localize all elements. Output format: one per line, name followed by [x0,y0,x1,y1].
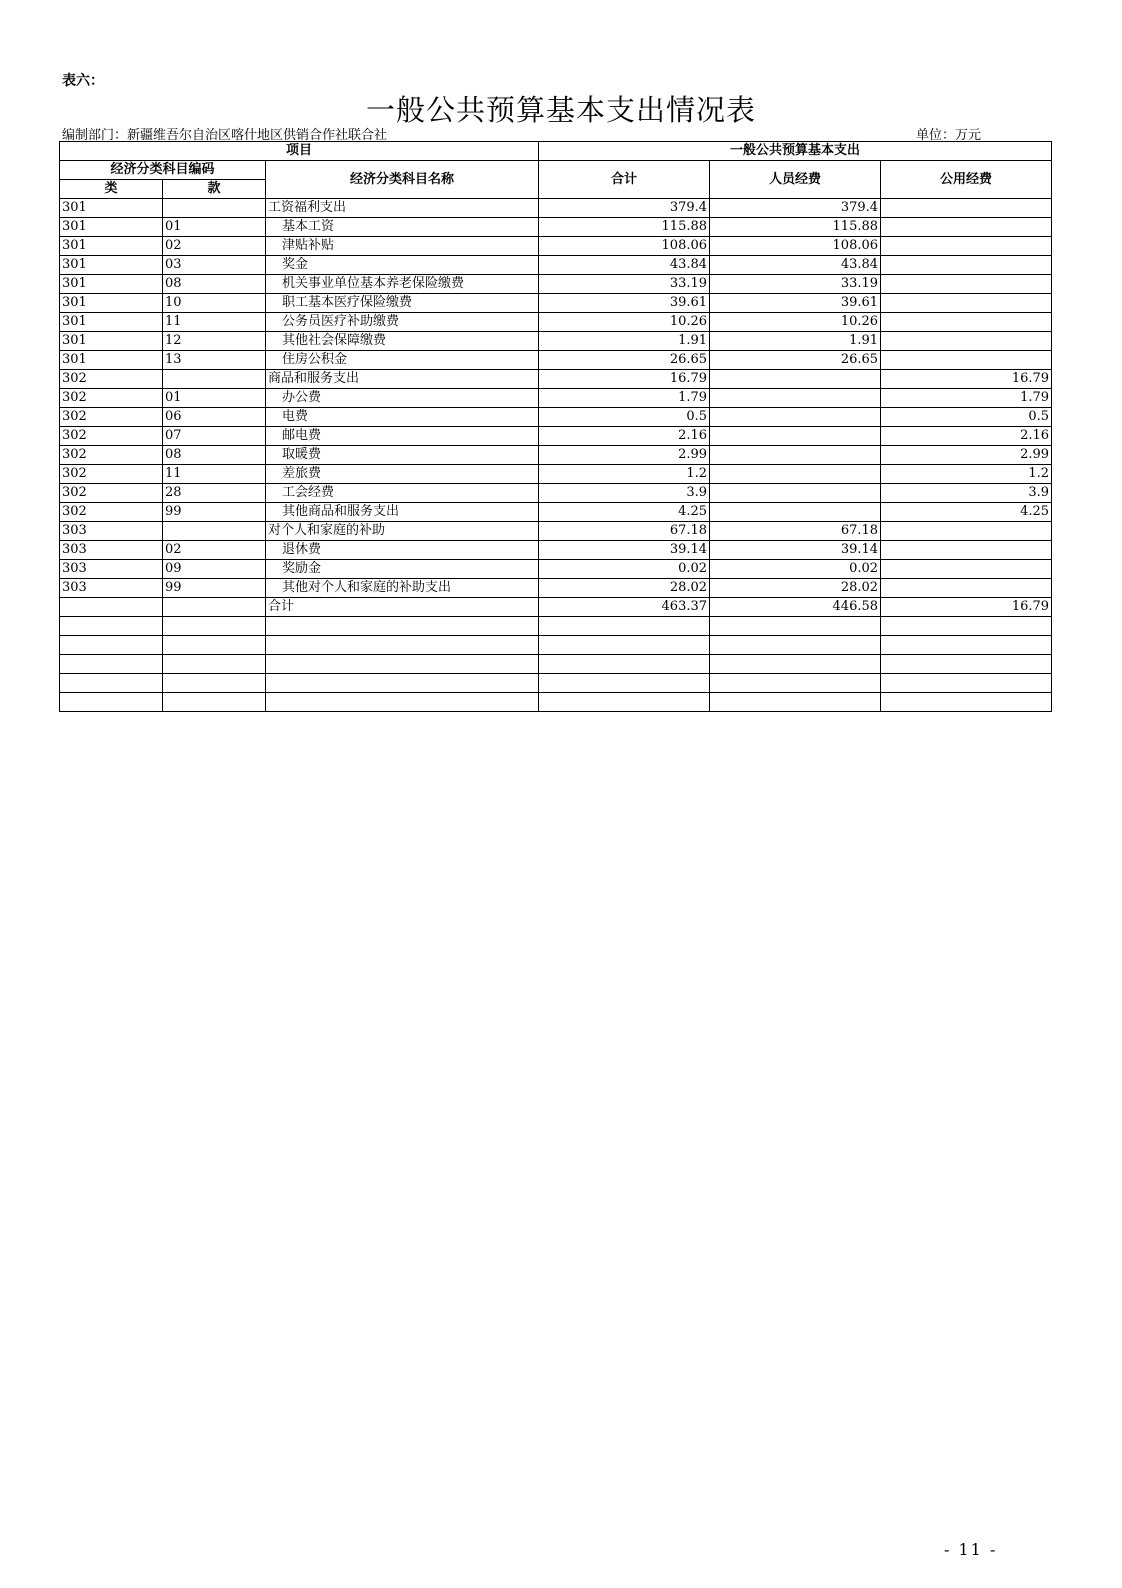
cell-item: 03 [163,256,266,275]
cell-name: 工资福利支出 [266,199,539,218]
cell-name: 奖励金 [266,560,539,579]
cell-cls: 303 [60,579,163,598]
cell-name [266,636,539,655]
table-row [60,218,1052,237]
cell-public [881,655,1052,674]
cell-cls: 301 [60,332,163,351]
table-row [60,674,1052,693]
cell-public [881,275,1052,294]
cell-item: 06 [163,408,266,427]
cell-total [539,674,710,693]
cell-name: 合计 [266,598,539,617]
cell-public [881,351,1052,370]
cell-public [881,579,1052,598]
cell-personnel [710,636,881,655]
cell-name [266,693,539,712]
cell-cls: 302 [60,503,163,522]
cell-total: 39.61 [539,294,710,313]
header-personnel: 人员经费 [710,161,881,199]
cell-public [881,218,1052,237]
cell-total: 28.02 [539,579,710,598]
table-row [60,275,1052,294]
cell-public [881,522,1052,541]
cell-item: 01 [163,218,266,237]
cell-item: 12 [163,332,266,351]
cell-total: 33.19 [539,275,710,294]
cell-total: 2.99 [539,446,710,465]
cell-public [881,199,1052,218]
cell-public [881,237,1052,256]
table-row [60,598,1052,617]
cell-public: 2.99 [881,446,1052,465]
cell-personnel: 446.58 [710,598,881,617]
cell-name [266,655,539,674]
cell-personnel: 67.18 [710,522,881,541]
cell-name [266,617,539,636]
table-row [60,313,1052,332]
cell-cls: 302 [60,389,163,408]
cell-personnel [710,655,881,674]
cell-total [539,693,710,712]
cell-personnel: 39.14 [710,541,881,560]
cell-total [539,655,710,674]
cell-item [163,522,266,541]
cell-personnel [710,446,881,465]
cell-total: 1.79 [539,389,710,408]
header-public: 公用经费 [881,161,1052,199]
cell-cls: 302 [60,446,163,465]
cell-personnel [710,465,881,484]
cell-name: 公务员医疗补助缴费 [266,313,539,332]
cell-cls: 301 [60,313,163,332]
page-title: 一般公共预算基本支出情况表 [365,93,756,127]
cell-item [163,655,266,674]
cell-cls: 302 [60,427,163,446]
cell-personnel [710,408,881,427]
cell-cls [60,636,163,655]
cell-public [881,693,1052,712]
cell-item: 28 [163,484,266,503]
cell-name: 邮电费 [266,427,539,446]
cell-cls [60,655,163,674]
cell-public: 16.79 [881,598,1052,617]
cell-item: 01 [163,389,266,408]
header-item: 款 [163,180,266,199]
table-row [60,617,1052,636]
cell-cls: 303 [60,541,163,560]
cell-name: 职工基本医疗保险缴费 [266,294,539,313]
cell-item: 08 [163,446,266,465]
cell-item [163,617,266,636]
cell-personnel [710,503,881,522]
cell-total: 1.2 [539,465,710,484]
cell-total: 0.5 [539,408,710,427]
cell-public: 0.5 [881,408,1052,427]
table-row [60,446,1052,465]
cell-item [163,370,266,389]
cell-item: 07 [163,427,266,446]
cell-personnel: 0.02 [710,560,881,579]
cell-item [163,693,266,712]
cell-name: 奖金 [266,256,539,275]
cell-personnel: 43.84 [710,256,881,275]
table-row [60,636,1052,655]
cell-item: 11 [163,313,266,332]
cell-cls: 303 [60,522,163,541]
header-budget: 一般公共预算基本支出 [539,142,1052,161]
cell-personnel: 108.06 [710,237,881,256]
table-row [60,199,1052,218]
cell-name: 机关事业单位基本养老保险缴费 [266,275,539,294]
header-code: 经济分类科目编码 [60,161,266,180]
cell-personnel: 26.65 [710,351,881,370]
cell-name: 基本工资 [266,218,539,237]
cell-public [881,294,1052,313]
cell-total: 16.79 [539,370,710,389]
cell-total: 4.25 [539,503,710,522]
cell-name: 商品和服务支出 [266,370,539,389]
cell-item: 11 [163,465,266,484]
cell-item: 10 [163,294,266,313]
cell-item: 08 [163,275,266,294]
cell-cls: 301 [60,275,163,294]
cell-name: 津贴补贴 [266,237,539,256]
table-row [60,294,1052,313]
table-row [60,408,1052,427]
cell-cls: 301 [60,237,163,256]
cell-name: 取暖费 [266,446,539,465]
table-row [60,427,1052,446]
cell-name: 退休费 [266,541,539,560]
header-project: 项目 [60,142,539,161]
cell-public: 16.79 [881,370,1052,389]
table-row [60,332,1052,351]
cell-total: 379.4 [539,199,710,218]
cell-total [539,617,710,636]
cell-name: 其他对个人和家庭的补助支出 [266,579,539,598]
cell-personnel: 1.91 [710,332,881,351]
cell-item: 02 [163,541,266,560]
page-number: - 11 - [944,1540,998,1559]
cell-cls: 302 [60,370,163,389]
department-label: 编制部门：新疆维吾尔自治区喀什地区供销合作社联合社 [62,128,388,143]
cell-personnel [710,693,881,712]
cell-item: 99 [163,579,266,598]
cell-total: 108.06 [539,237,710,256]
cell-personnel [710,370,881,389]
cell-total: 463.37 [539,598,710,617]
cell-cls: 302 [60,465,163,484]
cell-public [881,541,1052,560]
table-row [60,465,1052,484]
cell-personnel [710,389,881,408]
cell-personnel: 39.61 [710,294,881,313]
cell-total: 115.88 [539,218,710,237]
cell-name: 对个人和家庭的补助 [266,522,539,541]
table-row [60,351,1052,370]
table-row [60,655,1052,674]
cell-personnel [710,617,881,636]
table-row [60,560,1052,579]
cell-name: 工会经费 [266,484,539,503]
unit-label: 单位：万元 [916,128,982,143]
cell-name: 电费 [266,408,539,427]
header-total: 合计 [539,161,710,199]
cell-total: 1.91 [539,332,710,351]
cell-cls [60,617,163,636]
cell-public [881,636,1052,655]
cell-item [163,598,266,617]
cell-cls: 301 [60,256,163,275]
cell-total: 2.16 [539,427,710,446]
cell-total: 67.18 [539,522,710,541]
cell-name [266,674,539,693]
cell-item: 99 [163,503,266,522]
cell-cls: 303 [60,560,163,579]
cell-public: 1.2 [881,465,1052,484]
cell-personnel: 115.88 [710,218,881,237]
cell-name: 办公费 [266,389,539,408]
cell-total: 43.84 [539,256,710,275]
cell-personnel [710,427,881,446]
cell-cls: 301 [60,199,163,218]
cell-total: 10.26 [539,313,710,332]
cell-cls: 301 [60,351,163,370]
table-row [60,541,1052,560]
cell-total: 0.02 [539,560,710,579]
cell-cls [60,693,163,712]
cell-personnel: 10.26 [710,313,881,332]
cell-total: 3.9 [539,484,710,503]
cell-cls [60,674,163,693]
cell-public [881,256,1052,275]
cell-public [881,313,1052,332]
table-label: 表六： [62,73,104,89]
cell-item: 09 [163,560,266,579]
table-row [60,579,1052,598]
cell-item: 13 [163,351,266,370]
cell-personnel: 28.02 [710,579,881,598]
table-row [60,503,1052,522]
table-row [60,256,1052,275]
table-row [60,522,1052,541]
cell-personnel [710,484,881,503]
cell-personnel [710,674,881,693]
table-row [60,389,1052,408]
cell-public [881,332,1052,351]
cell-public [881,617,1052,636]
cell-public [881,560,1052,579]
cell-item [163,199,266,218]
cell-public: 4.25 [881,503,1052,522]
table-row [60,484,1052,503]
cell-public: 2.16 [881,427,1052,446]
cell-cls [60,598,163,617]
cell-total: 26.65 [539,351,710,370]
cell-cls: 301 [60,218,163,237]
cell-item [163,674,266,693]
cell-name: 住房公积金 [266,351,539,370]
cell-cls: 302 [60,484,163,503]
cell-cls: 302 [60,408,163,427]
header-class: 类 [60,180,163,199]
cell-total [539,636,710,655]
cell-cls: 301 [60,294,163,313]
cell-name: 差旅费 [266,465,539,484]
table-row [60,693,1052,712]
cell-name: 其他商品和服务支出 [266,503,539,522]
cell-item [163,636,266,655]
expenditure-table [59,141,1052,712]
table-row [60,237,1052,256]
cell-public: 3.9 [881,484,1052,503]
table-row [60,370,1052,389]
cell-public [881,674,1052,693]
cell-item: 02 [163,237,266,256]
header-name: 经济分类科目名称 [266,161,539,199]
cell-public: 1.79 [881,389,1052,408]
cell-personnel: 379.4 [710,199,881,218]
cell-name: 其他社会保障缴费 [266,332,539,351]
cell-total: 39.14 [539,541,710,560]
cell-personnel: 33.19 [710,275,881,294]
